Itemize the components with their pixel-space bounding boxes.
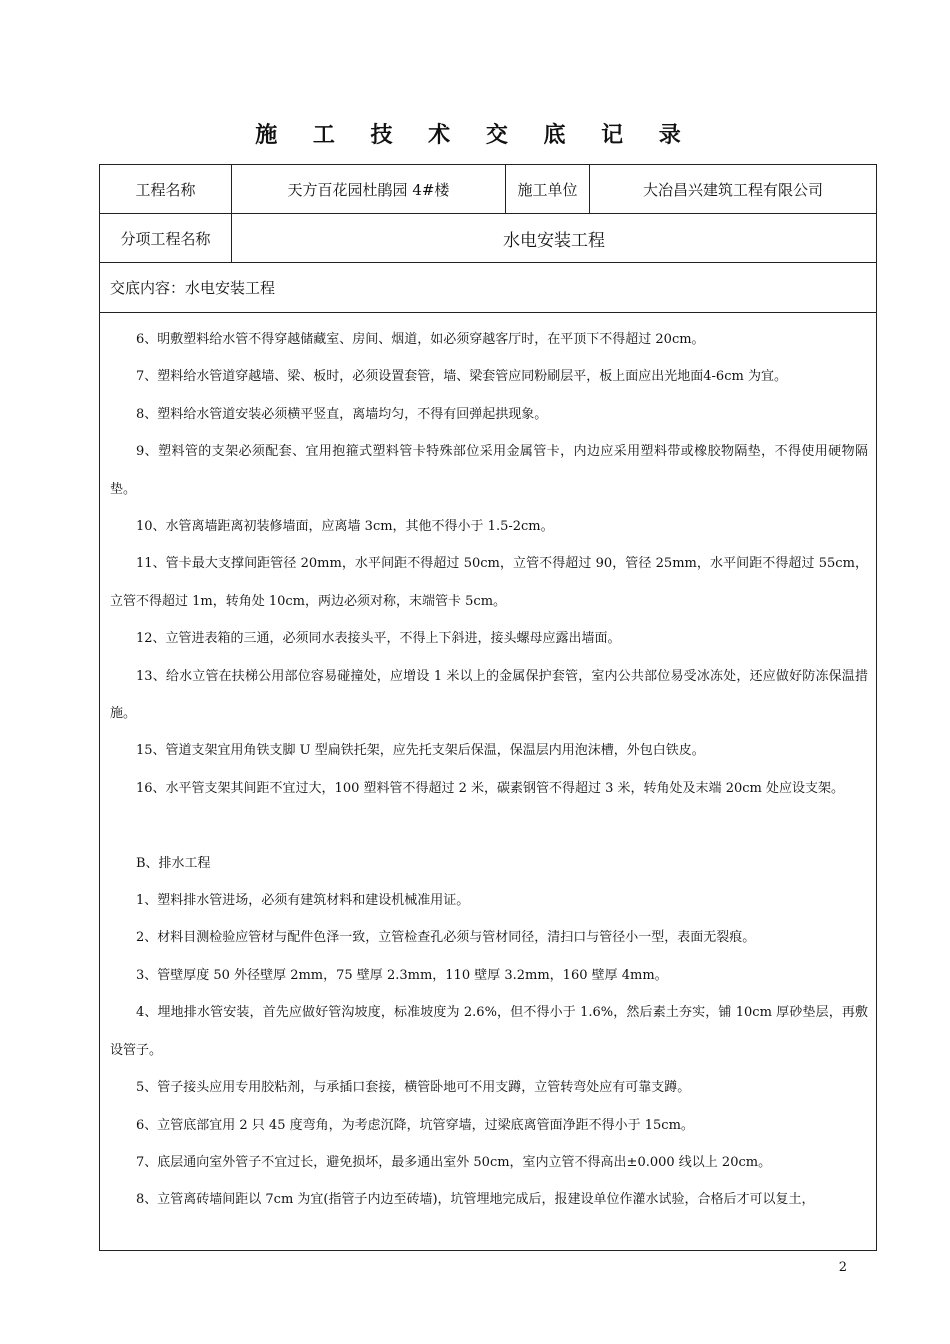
content-label: 交底内容：水电安装工程	[110, 279, 276, 297]
paragraph: 2、材料目测检验应管材与配件色泽一致，立管检查孔必须与管材同径，清扫口与管径小一型，表面无裂痕。	[136, 930, 756, 946]
construction-unit-value: 大冶昌兴建筑工程有限公司	[589, 165, 876, 213]
paragraph: 11、管卡最大支撑间距管径 20mm，水平间距不得超过 50cm，立管不得超过 90，管径 25mm，水平间距不得超过 55cm，立管不得超过 1m，转角处 10cm，两边必须对称，末端管卡 5cm。	[110, 556, 868, 609]
paragraph: 16、水平管支架其间距不宜过大，100 塑料管不得超过 2 米，碳素钢管不得超过 3 米，转角处及末端 20cm 处应设支架。	[136, 780, 844, 796]
sub-project-value: 水电安装工程	[231, 214, 876, 262]
page-number: 2	[838, 1260, 847, 1275]
paragraph: 12、立管进表箱的三通，必须同水表接头平，不得上下斜进，接头螺母应露出墙面。	[136, 631, 621, 647]
paragraph: 10、水管离墙距离初装修墙面，应离墙 3cm，其他不得小于 1.5-2cm。	[136, 519, 554, 535]
paragraph: 8、立管离砖墙间距以 7cm 为宜(指管子内边至砖墙)，坑管埋地完成后，报建设单位作灌水试验，合格后才可以复土，	[136, 1192, 815, 1208]
project-name-label: 工程名称	[135, 180, 196, 199]
sub-project-label: 分项工程名称	[120, 229, 211, 248]
record-table	[99, 164, 877, 1251]
content-label-row	[100, 263, 876, 313]
page-title: 施 工 技 术 交 底 记 录	[255, 122, 695, 148]
header-row-project	[100, 165, 876, 214]
paragraph: 6、立管底部宜用 2 只 45 度弯角，为考虑沉降，坑管穿墙，过梁底离管面净距不得小于 15cm。	[136, 1117, 694, 1133]
paragraph: 15、管道支架宜用角铁支脚 U 型扁铁托架，应先托支架后保温，保温层内用泡沫槽，外包白铁皮。	[136, 743, 705, 759]
paragraph: 8、塑料给水管道安装必须横平竖直，离墙均匀，不得有回弹起拱现象。	[136, 406, 548, 422]
construction-unit-label: 施工单位	[505, 165, 589, 213]
paragraph: 13、给水立管在扶梯公用部位容易碰撞处，应增设 1 米以上的金属保护套管，室内公共部位易受冰冻处，还应做好防冻保温措施。	[110, 668, 868, 722]
paragraph: 7、底层通向室外管子不宜过长，避免损坏，最多通出室外 50cm，室内立管不得高出±0.000 线以上 20cm。	[136, 1154, 772, 1170]
section-heading: B、排水工程	[136, 855, 211, 871]
paragraph: 1、塑料排水管进场，必须有建筑材料和建设机械准用证。	[136, 893, 470, 909]
header-row-subproject	[100, 214, 876, 263]
paragraph: 4、埋地排水管安装，首先应做好管沟坡度，标准坡度为 2.6%，但不得小于 1.6%，然后素土夯实，铺 10cm 厚砂垫层，再敷设管子。	[110, 1005, 868, 1058]
blank-line	[110, 807, 868, 844]
paragraph: 3、管壁厚度 50 外径壁厚 2mm，75 壁厚 2.3mm，110 壁厚 3.2mm，160 壁厚 4mm。	[136, 967, 668, 983]
paragraph: 7、塑料给水管道穿越墙、梁、板时，必须设置套管，墙、梁套管应同粉刷层平，板上面应出光地面4-6cm 为宜。	[136, 369, 787, 385]
paragraph: 5、管子接头应用专用胶粘剂，与承插口套接，横管卧地可不用支蹲，立管转弯处应有可靠支蹲。	[136, 1080, 691, 1096]
paragraph: 6、明敷塑料给水管不得穿越储藏室、房间、烟道，如必须穿越客厅时，在平顶下不得超过 20cm。	[136, 332, 705, 347]
content-body	[110, 321, 868, 1219]
paragraph: 9、塑料管的支架必须配套、宜用抱箍式塑料管卡特殊部位采用金属管卡，内边应采用塑料带或橡胶物隔垫，不得使用硬物隔垫。	[110, 444, 868, 497]
project-name-value: 天方百花园杜鹃园 4#楼	[231, 165, 505, 213]
